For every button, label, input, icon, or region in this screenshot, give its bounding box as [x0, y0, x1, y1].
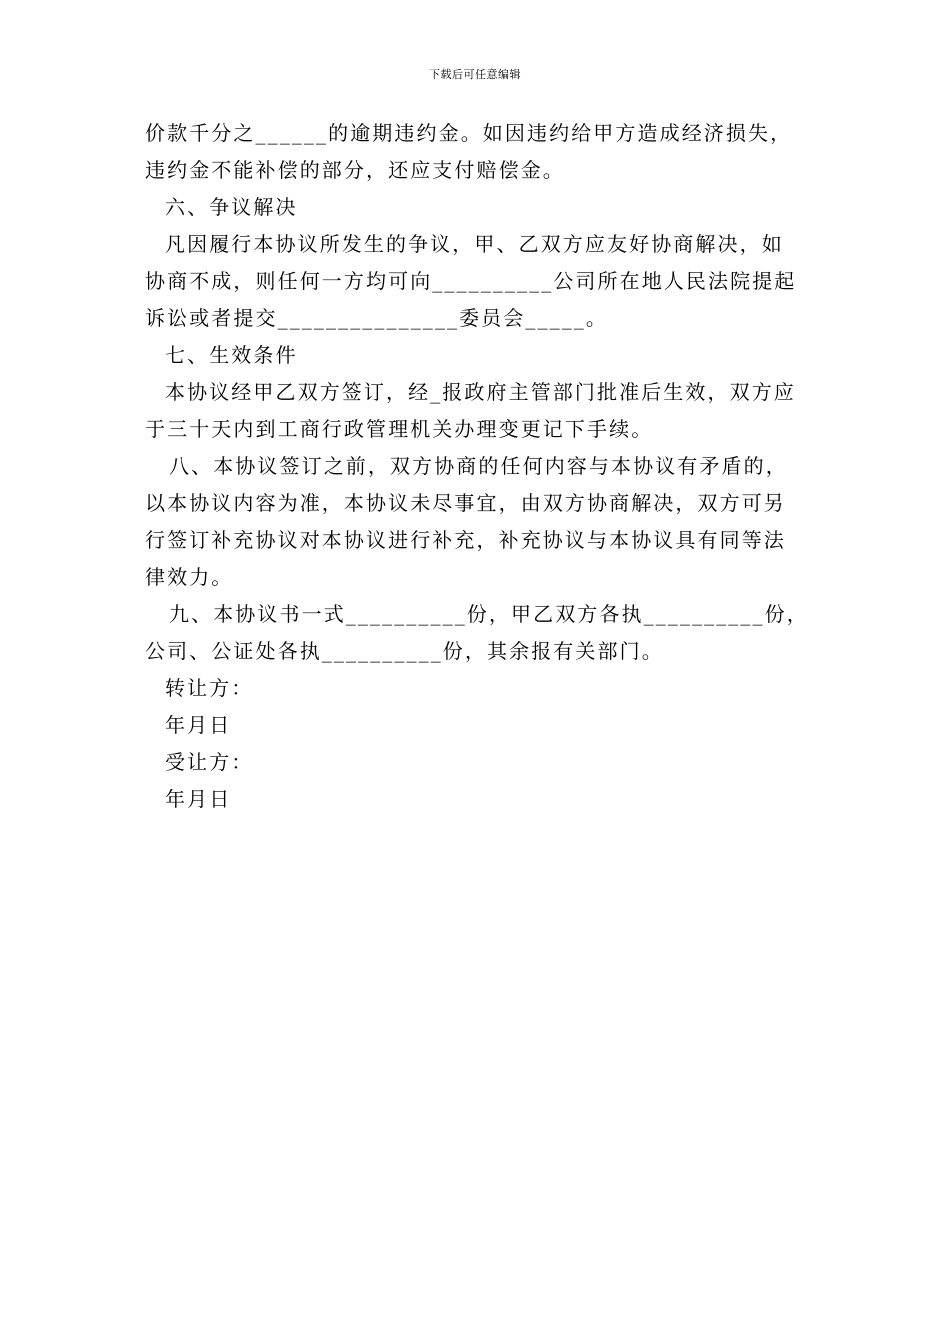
text-line: 本协议经甲乙双方签订，经_报政府主管部门批准后生效，双方应 [165, 380, 796, 404]
text-line: 诉讼或者提交_______________委员会_____。 [145, 306, 608, 330]
page-header: 下载后可任意编辑 [429, 68, 521, 81]
text-line: 行签订补充协议对本协议进行补充，补充协议与本协议具有同等法 [145, 528, 786, 552]
text-line: 律效力。 [145, 565, 234, 589]
document-body [145, 115, 810, 818]
transferor-label: 转让方： [165, 676, 254, 700]
section-heading-dispute: 六、争议解决 [165, 195, 298, 219]
text-line: 凡因履行本协议所发生的争议，甲、乙双方应友好协商解决，如 [165, 232, 784, 256]
text-line: 于三十天内到工商行政管理机关办理变更记下手续。 [145, 417, 654, 441]
section-heading-effective: 七、生效条件 [165, 343, 298, 367]
text-line: 公司、公证处各执__________份，其余报有关部门。 [145, 639, 664, 663]
transferee-label: 受让方： [165, 750, 254, 774]
transferor-date: 年月日 [165, 713, 232, 737]
text-line: 九、本协议书一式__________份，甲乙双方各执__________份， [169, 602, 809, 626]
text-line: 违约金不能补偿的部分，还应支付赔偿金。 [145, 158, 565, 182]
text-line: 以本协议内容为准，本协议未尽事宜，由双方协商解决，双方可另 [145, 491, 786, 515]
text-line: 价款千分之______的逾期违约金。如因违约给甲方造成经济损失， [145, 121, 793, 145]
text-line: 八、本协议签订之前，双方协商的任何内容与本协议有矛盾的， [169, 454, 788, 478]
text-line: 协商不成，则任何一方均可向__________公司所在地人民法院提起 [145, 269, 797, 293]
transferee-date: 年月日 [165, 787, 232, 811]
